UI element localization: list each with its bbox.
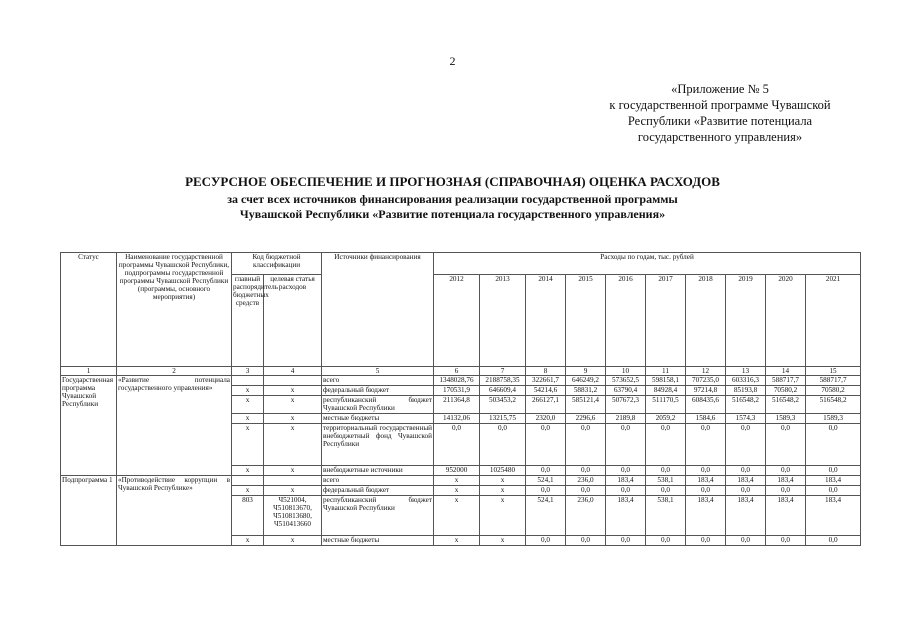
source-cell: всего xyxy=(322,376,434,386)
code-target-cell: x xyxy=(264,414,322,424)
value-cell: 0,0 xyxy=(686,424,726,466)
value-cell: 211364,8 xyxy=(434,396,480,414)
value-cell: 63790,4 xyxy=(606,386,646,396)
header-status: Статус xyxy=(61,253,117,367)
value-cell: 585121,4 xyxy=(566,396,606,414)
source-cell: местные бюджеты xyxy=(322,536,434,546)
code-main-cell: x xyxy=(232,424,264,466)
value-cell: 13215,75 xyxy=(480,414,526,424)
value-cell: 183,4 xyxy=(726,476,766,486)
value-cell: 603316,3 xyxy=(726,376,766,386)
header-year-2019: 2019 xyxy=(726,275,766,367)
program-row xyxy=(61,376,861,386)
column-number-8: 8 xyxy=(526,367,566,376)
value-cell: 588717,7 xyxy=(806,376,861,386)
value-cell: 0,0 xyxy=(726,536,766,546)
value-cell: x xyxy=(480,486,526,496)
code-target-cell: x xyxy=(264,486,322,496)
code-target-cell: x xyxy=(264,386,322,396)
value-cell: 0,0 xyxy=(566,466,606,476)
value-cell: 0,0 xyxy=(806,466,861,476)
program-name: «Развитие потенциала государственного управления» xyxy=(117,376,232,476)
header-year-2020: 2020 xyxy=(766,275,806,367)
value-cell: 0,0 xyxy=(526,424,566,466)
value-cell: 608435,6 xyxy=(686,396,726,414)
code-target-cell: x xyxy=(264,536,322,546)
document-subtitle-2: Чувашской Республики «Развитие потенциала государственного управления» xyxy=(239,207,666,221)
value-cell: 1348028,76 xyxy=(434,376,480,386)
source-cell: территориальный государственный внебюджетный фонд Чувашской Республики xyxy=(322,424,434,466)
expenses-table xyxy=(60,252,861,546)
value-cell: 0,0 xyxy=(566,486,606,496)
value-cell: 0,0 xyxy=(646,466,686,476)
value-cell: 1589,3 xyxy=(766,414,806,424)
value-cell: x xyxy=(434,486,480,496)
value-cell: x xyxy=(434,496,480,536)
value-cell: 183,4 xyxy=(686,476,726,486)
value-cell: x xyxy=(480,536,526,546)
code-main-cell: x xyxy=(232,414,264,424)
subprogram-status: Подпрограмма 1 xyxy=(61,476,117,546)
value-cell: 0,0 xyxy=(606,536,646,546)
value-cell: 0,0 xyxy=(806,486,861,496)
value-cell: 516548,2 xyxy=(766,396,806,414)
header-year-2018: 2018 xyxy=(686,275,726,367)
value-cell: 2188758,35 xyxy=(480,376,526,386)
source-cell: всего xyxy=(322,476,434,486)
column-number-7: 7 xyxy=(480,367,526,376)
value-cell: 538,1 xyxy=(646,476,686,486)
value-cell: 2189,8 xyxy=(606,414,646,424)
value-cell: 0,0 xyxy=(726,486,766,496)
value-cell: 183,4 xyxy=(606,496,646,536)
value-cell: 0,0 xyxy=(726,466,766,476)
code-main-cell: x xyxy=(232,486,264,496)
value-cell: 952000 xyxy=(434,466,480,476)
value-cell: 236,0 xyxy=(566,476,606,486)
value-cell: 183,4 xyxy=(726,496,766,536)
value-cell: 322661,7 xyxy=(526,376,566,386)
value-cell: 183,4 xyxy=(806,496,861,536)
value-cell: 183,4 xyxy=(766,476,806,486)
value-cell: 1025480 xyxy=(480,466,526,476)
value-cell: 524,1 xyxy=(526,476,566,486)
value-cell: 85193,8 xyxy=(726,386,766,396)
source-cell: внебюджетные источники xyxy=(322,466,434,476)
value-cell: 1589,3 xyxy=(806,414,861,424)
column-number-5: 5 xyxy=(322,367,434,376)
header-year-2013: 2013 xyxy=(480,275,526,367)
column-number-1: 1 xyxy=(61,367,117,376)
value-cell: 511170,5 xyxy=(646,396,686,414)
value-cell: 0,0 xyxy=(480,424,526,466)
value-cell: 516548,2 xyxy=(726,396,766,414)
value-cell: 0,0 xyxy=(646,424,686,466)
column-number-3: 3 xyxy=(232,367,264,376)
header-year-2021: 2021 xyxy=(806,275,861,367)
value-cell: 70580,2 xyxy=(806,386,861,396)
code-main-cell xyxy=(232,376,264,386)
value-cell: 236,0 xyxy=(566,496,606,536)
source-cell: местные бюджеты xyxy=(322,414,434,424)
code-main-cell: x xyxy=(232,386,264,396)
column-number-9: 9 xyxy=(566,367,606,376)
document-subtitle-1: за счет всех источников финансирования реализации государственной программы xyxy=(227,192,678,206)
value-cell: 1584,6 xyxy=(686,414,726,424)
value-cell: 0,0 xyxy=(646,486,686,496)
value-cell: 524,1 xyxy=(526,496,566,536)
value-cell: 0,0 xyxy=(726,424,766,466)
column-number-4: 4 xyxy=(264,367,322,376)
source-cell: республиканский бюджет Чувашской Республики xyxy=(322,496,434,536)
value-cell: x xyxy=(480,476,526,486)
header-year-2015: 2015 xyxy=(566,275,606,367)
value-cell: x xyxy=(434,476,480,486)
value-cell: 183,4 xyxy=(606,476,646,486)
value-cell: 0,0 xyxy=(686,486,726,496)
value-cell: 646609,4 xyxy=(480,386,526,396)
value-cell: 14132,06 xyxy=(434,414,480,424)
header-code-main: главный распорядитель бюджетных средств xyxy=(232,275,264,367)
code-target-cell: x xyxy=(264,396,322,414)
value-cell: 2296,6 xyxy=(566,414,606,424)
value-cell: 646249,2 xyxy=(566,376,606,386)
code-target-cell xyxy=(264,376,322,386)
value-cell: 0,0 xyxy=(686,466,726,476)
appendix-line-1: «Приложение № 5 xyxy=(671,82,769,96)
code-target-cell: x xyxy=(264,424,322,466)
value-cell: 503453,2 xyxy=(480,396,526,414)
value-cell: 0,0 xyxy=(526,536,566,546)
value-cell: 0,0 xyxy=(766,466,806,476)
value-cell: 598158,1 xyxy=(646,376,686,386)
value-cell: 0,0 xyxy=(766,486,806,496)
appendix-line-3: Республики «Развитие потенциала xyxy=(627,114,813,128)
header-expenses: Расходы по годам, тыс. рублей xyxy=(434,253,861,275)
subprogram-name: «Противодействие коррупции в Чувашской Республике» xyxy=(117,476,232,546)
appendix-note xyxy=(560,81,880,145)
value-cell: 573652,5 xyxy=(606,376,646,386)
column-number-12: 12 xyxy=(686,367,726,376)
value-cell: 183,4 xyxy=(766,496,806,536)
value-cell: 0,0 xyxy=(526,466,566,476)
column-number-14: 14 xyxy=(766,367,806,376)
header-year-2016: 2016 xyxy=(606,275,646,367)
column-number-11: 11 xyxy=(646,367,686,376)
value-cell: 0,0 xyxy=(686,536,726,546)
subprogram-row xyxy=(61,476,861,486)
source-cell: республиканский бюджет Чувашской Республики xyxy=(323,396,432,412)
header-name: Наименование государственной программы Чувашской Республики, подпрограммы государственной программы Чувашской Республики (программы, основного мероприятия) xyxy=(117,253,232,367)
value-cell: 58831,2 xyxy=(566,386,606,396)
value-cell: 1574,3 xyxy=(726,414,766,424)
code-main-cell: x xyxy=(232,466,264,476)
code-main-cell xyxy=(232,476,264,486)
value-cell: 2059,2 xyxy=(646,414,686,424)
page-number: 2 xyxy=(449,54,456,68)
code-target-cell: x xyxy=(264,466,322,476)
value-cell: 266127,1 xyxy=(526,396,566,414)
value-cell: x xyxy=(434,536,480,546)
header-sources: Источники финансирования xyxy=(322,253,434,367)
column-number-2: 2 xyxy=(117,367,232,376)
value-cell: 0,0 xyxy=(806,536,861,546)
value-cell: 97214,8 xyxy=(686,386,726,396)
header-code: Код бюджетной классификации xyxy=(232,253,322,275)
value-cell: 588717,7 xyxy=(766,376,806,386)
column-number-15: 15 xyxy=(806,367,861,376)
value-cell: 0,0 xyxy=(566,536,606,546)
value-cell: x xyxy=(480,496,526,536)
value-cell: 2320,0 xyxy=(526,414,566,424)
program-status: Государственная программа Чувашской Республики xyxy=(61,376,117,476)
value-cell: 516548,2 xyxy=(806,396,861,414)
value-cell: 538,1 xyxy=(646,496,686,536)
value-cell: 0,0 xyxy=(526,486,566,496)
header-year-2012: 2012 xyxy=(434,275,480,367)
code-main-cell: x xyxy=(232,536,264,546)
value-cell: 0,0 xyxy=(806,424,861,466)
column-numbers-row xyxy=(61,367,861,376)
value-cell: 707235,0 xyxy=(686,376,726,386)
code-target-cell: Ч521004, Ч510813670, Ч510813680, Ч510413660 xyxy=(264,496,322,536)
column-number-13: 13 xyxy=(726,367,766,376)
header-year-2014: 2014 xyxy=(526,275,566,367)
value-cell: 183,4 xyxy=(806,476,861,486)
value-cell: 0,0 xyxy=(766,536,806,546)
value-cell: 54214,6 xyxy=(526,386,566,396)
column-number-10: 10 xyxy=(606,367,646,376)
source-cell: федеральный бюджет xyxy=(322,386,434,396)
document-title: РЕСУРСНОЕ ОБЕСПЕЧЕНИЕ И ПРОГНОЗНАЯ (СПРАВОЧНАЯ) ОЦЕНКА РАСХОДОВ xyxy=(185,174,720,189)
code-main-cell: x xyxy=(232,396,264,414)
header-year-2017: 2017 xyxy=(646,275,686,367)
code-target-cell xyxy=(264,476,322,486)
value-cell: 70580,2 xyxy=(766,386,806,396)
code-main-cell: 803 xyxy=(232,496,264,536)
value-cell: 84928,4 xyxy=(646,386,686,396)
value-cell: 170531,9 xyxy=(434,386,480,396)
value-cell: 0,0 xyxy=(766,424,806,466)
value-cell: 0,0 xyxy=(566,424,606,466)
value-cell: 0,0 xyxy=(606,486,646,496)
appendix-line-4: государственного управления» xyxy=(637,130,803,144)
value-cell: 183,4 xyxy=(686,496,726,536)
value-cell: 0,0 xyxy=(606,466,646,476)
header-code-target: целевая статья расходов xyxy=(264,275,322,367)
value-cell: 0,0 xyxy=(606,424,646,466)
value-cell: 507672,3 xyxy=(606,396,646,414)
appendix-line-2: к государственной программе Чувашской xyxy=(609,98,831,112)
source-cell: федеральный бюджет xyxy=(322,486,434,496)
column-number-6: 6 xyxy=(434,367,480,376)
value-cell: 0,0 xyxy=(434,424,480,466)
value-cell: 0,0 xyxy=(646,536,686,546)
